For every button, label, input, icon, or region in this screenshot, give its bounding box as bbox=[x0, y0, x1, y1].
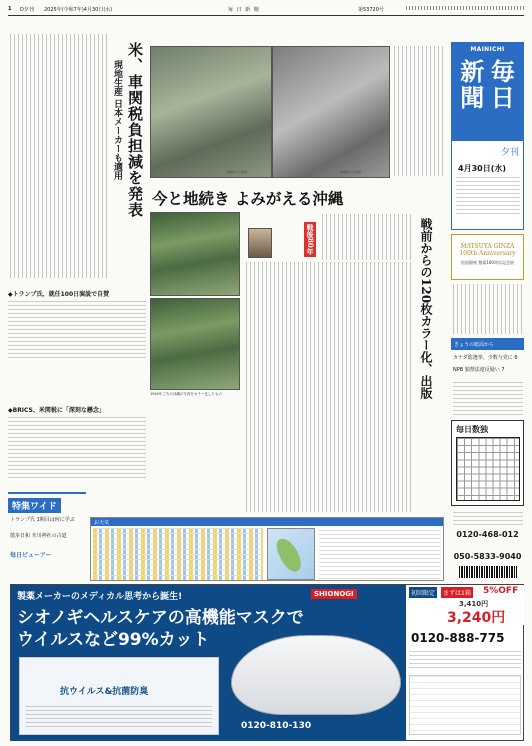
weather-table-2 bbox=[319, 528, 441, 580]
ad-mask-image bbox=[231, 635, 401, 715]
lead-headline: 米、車関税負担減を発表 bbox=[126, 42, 144, 218]
masthead-date: 4月30日(水) bbox=[458, 164, 507, 173]
lead-story bbox=[8, 20, 148, 280]
promo-en: MATSUYA GINZA 100th Anniversary bbox=[459, 243, 516, 257]
tokushu-box bbox=[8, 492, 86, 572]
ad-brand: SHIONOGI bbox=[311, 589, 357, 599]
side-item-2-title: ◆BRICS、米関税に「深刻な懸念」 bbox=[8, 407, 105, 414]
ad-product-panel bbox=[19, 657, 219, 735]
ad-phone[interactable]: 0120-888-775 bbox=[411, 631, 505, 645]
feature-photo-caption: 1940年ごろの沖縄の写真をカラー化したもの bbox=[150, 392, 222, 396]
ad-offer-label: まずは1箱 bbox=[441, 587, 473, 598]
tokushu-line-2: 散歩日和 氷川神社の古道 bbox=[10, 533, 67, 539]
feature-headline: 今と地続き よみがえる沖縄 bbox=[152, 189, 344, 208]
sudoku-title: 毎日数独 bbox=[456, 425, 488, 434]
ad-price-regular: 3,410円 bbox=[459, 600, 489, 608]
feature-photo-bw bbox=[272, 46, 390, 178]
ad-product-fineprint bbox=[26, 704, 212, 730]
ad-headline-1: シオノギヘルスケアの高機能マスクで bbox=[17, 608, 304, 628]
edition-label: D夕刊 bbox=[20, 7, 34, 13]
feature-body-text bbox=[244, 262, 412, 512]
tokushu-title: 特集ワイド bbox=[8, 498, 61, 513]
promo-jp: 松屋銀座 創業100周年記念展 bbox=[461, 260, 514, 265]
ad-price-offer: 3,240円 bbox=[447, 610, 506, 626]
sudoku-grid bbox=[456, 437, 520, 501]
reader-label: 毎日ビューアー bbox=[10, 552, 52, 559]
right-col-text bbox=[451, 284, 524, 334]
ad-offer-discount: 5%OFF bbox=[483, 586, 519, 596]
ad-pre: 製薬メーカーのメディカル思考から誕生! bbox=[17, 592, 183, 602]
side-item-1-title: ◆トランプ氏、就任100日演説で自賛 bbox=[8, 291, 110, 298]
ad-offer-fineprint bbox=[409, 649, 521, 671]
contact-box bbox=[451, 510, 524, 582]
shionogi-ad[interactable] bbox=[10, 584, 524, 741]
feature-photo-color bbox=[150, 46, 272, 178]
masthead-char-2: 新 bbox=[460, 57, 485, 86]
masthead-char-3: 日 bbox=[490, 83, 515, 112]
page-header bbox=[8, 4, 524, 16]
ad-phone-2[interactable]: 0120-810-130 bbox=[241, 721, 312, 731]
weather-title: お天気 bbox=[91, 518, 443, 526]
masthead-edition: 夕刊 bbox=[500, 148, 519, 158]
page-number: 1 bbox=[8, 6, 12, 12]
lead-body-text bbox=[8, 34, 108, 278]
header-date: 2025年(令和7年)4月30日(水) bbox=[44, 7, 113, 13]
index-item-1[interactable] bbox=[453, 354, 518, 361]
side-news bbox=[8, 283, 148, 483]
contact-fineprint bbox=[453, 510, 523, 528]
masthead-char-4: 聞 bbox=[460, 83, 485, 112]
tokushu-line-1: トランプ氏 1期目は何に学ぶ bbox=[10, 517, 75, 523]
lead-subhead: 現地生産 日本メーカーも適用 bbox=[112, 60, 122, 181]
promo-box[interactable] bbox=[451, 234, 524, 280]
masthead-info bbox=[451, 140, 524, 230]
ad-first-offer: 初回限定 bbox=[409, 587, 437, 598]
feature-photo-3 bbox=[150, 298, 240, 390]
header-fineprint bbox=[406, 6, 524, 10]
photo-credit-1: 沖縄県公文書館 bbox=[226, 170, 248, 174]
feature-intro-text bbox=[392, 46, 446, 176]
ad-order-form[interactable] bbox=[409, 675, 521, 735]
ad-feature-text: 抗ウイルス&抗菌防臭 bbox=[60, 687, 149, 697]
photo-credit-2: 沖縄県公文書館 bbox=[340, 170, 362, 174]
index-more bbox=[453, 380, 523, 416]
feature-subhead: 戦前からの120枚カラー化、出版 bbox=[419, 218, 433, 400]
index-item-page: 6 bbox=[514, 355, 518, 361]
weather-box bbox=[90, 517, 444, 581]
feature-body-text-top bbox=[320, 214, 412, 260]
contact-phone-2[interactable]: 050-5833-9040 bbox=[453, 552, 522, 561]
reporter-photo bbox=[248, 228, 272, 258]
feature-photo-2 bbox=[150, 212, 240, 296]
masthead-char-1: 毎 bbox=[490, 57, 515, 86]
index-item-label: カナダ総選挙、少数与党に bbox=[453, 355, 513, 361]
index-item-2[interactable] bbox=[453, 366, 505, 373]
contact-phone-1[interactable]: 0120-468-012 bbox=[456, 530, 519, 539]
barcode bbox=[459, 566, 517, 578]
ad-headline-2: ウイルスなど99%カット bbox=[17, 630, 210, 650]
series-tag: 戦後80年 bbox=[306, 224, 315, 255]
index-list bbox=[451, 352, 524, 416]
ad-offer bbox=[407, 585, 524, 625]
index-header: きょうの紙面から bbox=[451, 338, 524, 350]
index-item-label: NPB 独禁法違反疑い bbox=[453, 367, 500, 373]
sudoku-box bbox=[451, 420, 524, 506]
side-item-1-body bbox=[8, 299, 146, 361]
header-paper-name: 毎 日 新 聞 bbox=[228, 7, 260, 13]
index-item-page: 7 bbox=[501, 367, 505, 373]
masthead-brand-en: MAINICHI bbox=[470, 46, 505, 53]
weather-table bbox=[93, 528, 263, 580]
weather-map bbox=[267, 528, 315, 580]
masthead-fineprint bbox=[456, 175, 520, 215]
issue-number: 第53720号 bbox=[358, 7, 384, 13]
side-item-2-body bbox=[8, 415, 146, 479]
